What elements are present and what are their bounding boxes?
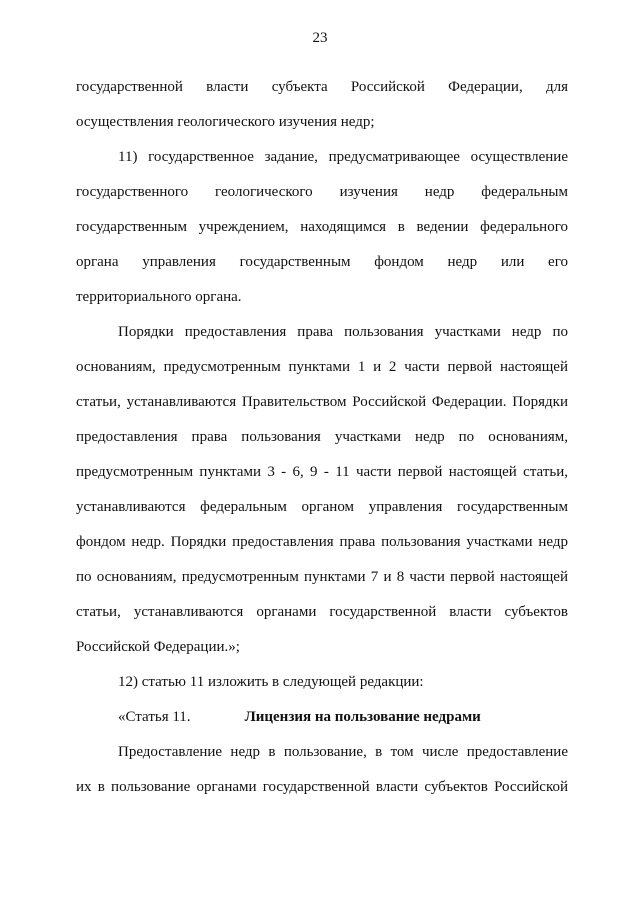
article-heading	[76, 704, 568, 739]
text-line: 11) государственное задание, предусматривающее осуществление	[118, 149, 568, 165]
text-line: Порядки предоставления права пользования участками недр по	[118, 324, 568, 340]
page-number: 23	[312, 30, 328, 46]
text-line: 12) статью 11 изложить в следующей редакции:	[118, 674, 424, 690]
document-body	[76, 74, 568, 809]
text-line: предоставления права пользования участками недр по основаниям,	[76, 429, 568, 445]
text-line: основаниям, предусмотренным пунктами 1 и 2 части первой настоящей	[76, 359, 568, 375]
text-line: государственного геологического изучения недр федеральным	[76, 184, 568, 200]
text-line: фондом недр. Порядки предоставления права пользования участками недр	[76, 534, 568, 550]
text-line: осуществления геологического изучения недр;	[76, 114, 375, 130]
text-line: государственным учреждением, находящимся в ведении федерального	[76, 219, 568, 235]
text-line: Российской Федерации.»;	[76, 639, 240, 655]
text-line: статьи, устанавливаются органами государственной власти субъектов	[76, 604, 568, 620]
text-line: статьи, устанавливаются Правительством Российской Федерации. Порядки	[76, 394, 568, 410]
text-line: их в пользование органами государственной власти субъектов Российской	[76, 779, 568, 795]
article-title: Лицензия на пользование недрами	[244, 709, 481, 725]
text-line: территориального органа.	[76, 289, 242, 305]
text-line: устанавливаются федеральным органом управления государственным	[76, 499, 568, 515]
text-line: Предоставление недр в пользование, в том числе предоставление	[118, 744, 568, 760]
article-label: «Статья 11.	[118, 709, 191, 725]
text-line: органа управления государственным фондом недр или его	[76, 254, 568, 270]
text-line: предусмотренным пунктами 3 - 6, 9 - 11 части первой настоящей статьи,	[76, 464, 568, 480]
text-line: государственной власти субъекта Российской Федерации, для	[76, 79, 568, 95]
text-line: по основаниям, предусмотренным пунктами 7 и 8 части первой настоящей	[76, 569, 568, 585]
